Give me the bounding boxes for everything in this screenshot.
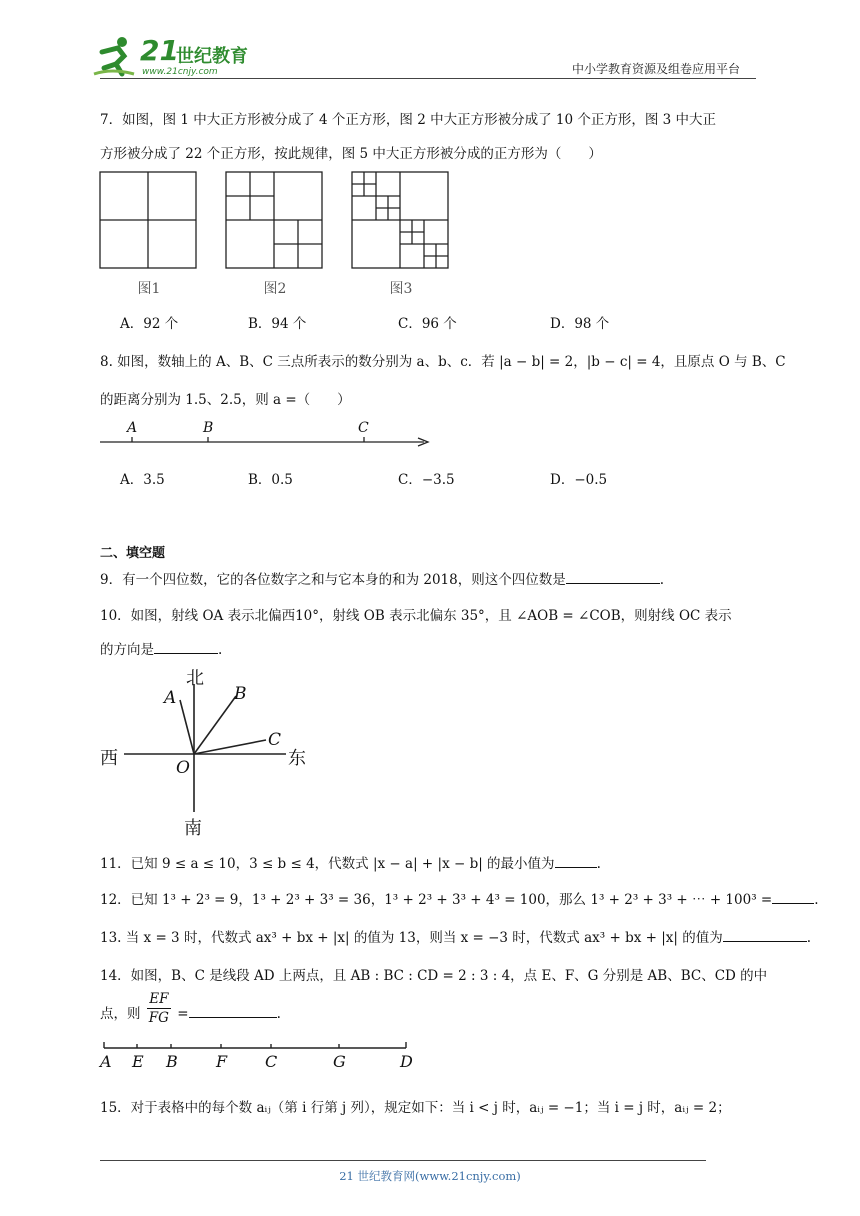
q9-line [100, 568, 664, 588]
figure-3 [352, 172, 448, 268]
q7-option-c[interactable]: C．96 个 [398, 316, 457, 332]
figure-1 [100, 172, 196, 268]
q14-answer-blank[interactable] [189, 1003, 277, 1018]
logo-number: 21 [140, 34, 179, 67]
q11-text: 11．已知 9 ≤ a ≤ 10，3 ≤ b ≤ 4，代数式 |x − a| + |x − b| 的最小值为 [100, 856, 555, 872]
q11-line [100, 852, 601, 872]
q11-end: . [596, 856, 601, 872]
q14-line2-prefix: 点，则 [100, 1006, 141, 1022]
q9-text: 9．有一个四位数，它的各位数字之和与它本身的和为 2018，则这个四位数是 [100, 572, 566, 588]
segment-label-g: G [333, 1052, 346, 1071]
ray-label-b: B [234, 684, 247, 704]
compass-west: 西 [100, 748, 118, 769]
q8-number-line [98, 420, 434, 452]
footer-divider [100, 1160, 706, 1161]
fig-caption-2: 图2 [263, 281, 287, 297]
q14-equals: = [177, 1006, 189, 1022]
q7-option-a[interactable]: A．92 个 [120, 316, 179, 332]
segment-label-a: A [100, 1052, 112, 1071]
q11-answer-blank[interactable] [555, 853, 597, 868]
axis-label-b: B [203, 420, 214, 436]
q14-fraction [147, 990, 171, 1027]
q8-option-a[interactable]: A．3.5 [120, 472, 165, 488]
fraction-numerator: EF [147, 990, 171, 1009]
q10-line2 [100, 638, 222, 658]
segment-label-f: F [216, 1052, 228, 1071]
q14-line1: 14．如图，B、C 是线段 AD 上两点，且 AB : BC : CD = 2 : 3 : 4，点 E、F、G 分别是 AB、BC、CD 的中 [100, 968, 768, 984]
q7-line1: 7．如图，图 1 中大正方形被分成了 4 个正方形，图 2 中大正方形被分成了 10 个正方形，图 3 中大正 [100, 112, 717, 128]
q8-option-d[interactable]: D．−0.5 [550, 472, 608, 488]
header-logo [92, 32, 262, 80]
fig-caption-3: 图3 [389, 281, 413, 297]
q7-figures [98, 170, 458, 274]
compass-east: 东 [288, 748, 306, 769]
q13-answer-blank[interactable] [723, 927, 807, 942]
ray-label-c: C [268, 730, 282, 750]
q8-option-c[interactable]: C．−3.5 [398, 472, 455, 488]
q7-option-b[interactable]: B．94 个 [248, 316, 307, 332]
q9-answer-blank[interactable] [566, 569, 660, 584]
q8-line1: 8. 如图，数轴上的 A、B、C 三点所表示的数分别为 a、b、c．若 |a − b| = 2，|b − c| = 4，且原点 O 与 B、C [100, 354, 786, 370]
q7-line2: 方形被分成了 22 个正方形，按此规律，图 5 中大正方形被分成的正方形为（ ） [100, 146, 602, 162]
q13-text: 13. 当 x = 3 时，代数式 ax³ + bx + |x| 的值为 13，则当 x = −3 时，代数式 ax³ + bx + |x| 的值为 [100, 930, 723, 946]
axis-label-c: C [358, 420, 369, 436]
ray-label-a: A [164, 688, 177, 708]
q13-end: . [806, 930, 812, 946]
compass-south: 南 [184, 818, 202, 839]
q14-end: . [276, 1006, 281, 1022]
logo-url: www.21cnjy.com [142, 67, 218, 77]
q12-end: . [814, 892, 819, 908]
q10-answer-blank[interactable] [154, 639, 218, 654]
origin-label-o: O [176, 758, 190, 778]
segment-label-e: E [132, 1052, 144, 1071]
q12-text: 12．已知 1³ + 2³ = 9，1³ + 2³ + 3³ = 36，1³ + 2³ + 3³ + 4³ = 100，那么 1³ + 2³ + 3³ + ⋯ + 100³ = [100, 892, 773, 908]
axis-label-a: A [127, 420, 138, 436]
section-title: 二、填空题 [100, 546, 166, 561]
runner-logo-icon [92, 34, 136, 78]
q9-end: . [659, 572, 665, 588]
q12-line [100, 888, 819, 908]
header-divider [100, 78, 756, 79]
q13-line [100, 926, 811, 946]
header-right-text: 中小学教育资源及组卷应用平台 [572, 62, 741, 76]
fig-caption-1: 图1 [137, 281, 161, 297]
q10-line2-text: 的方向是 [100, 642, 154, 658]
footer-link[interactable]: 21 世纪教育网(www.21cnjy.com) [339, 1169, 521, 1183]
q10-compass-diagram [98, 660, 318, 840]
segment-label-c: C [265, 1052, 278, 1071]
q8-option-b[interactable]: B．0.5 [248, 472, 293, 488]
figure-2 [226, 172, 322, 268]
q10-line1: 10．如图，射线 OA 表示北偏西10°，射线 OB 表示北偏东 35°，且 ∠AOB = ∠COB，则射线 OC 表示 [100, 608, 732, 624]
q15-line: 15．对于表格中的每个数 aᵢⱼ（第 i 行第 j 列），规定如下：当 i < j 时，aᵢⱼ = −1；当 i = j 时，aᵢⱼ = 2； [100, 1100, 731, 1116]
q7-option-d[interactable]: D．98 个 [550, 316, 610, 332]
logo-text: 世纪教育 [176, 46, 248, 67]
q14-segment [100, 1040, 416, 1054]
q12-answer-blank[interactable] [772, 889, 814, 904]
q10-end: . [218, 642, 223, 658]
compass-north: 北 [186, 668, 204, 689]
q8-line2: 的距离分别为 1.5、2.5，则 a =（ ） [100, 392, 351, 408]
q14-line2 [100, 990, 281, 1027]
segment-label-b: B [166, 1052, 178, 1071]
segment-label-d: D [400, 1052, 413, 1071]
fraction-denominator: FG [148, 1010, 169, 1026]
